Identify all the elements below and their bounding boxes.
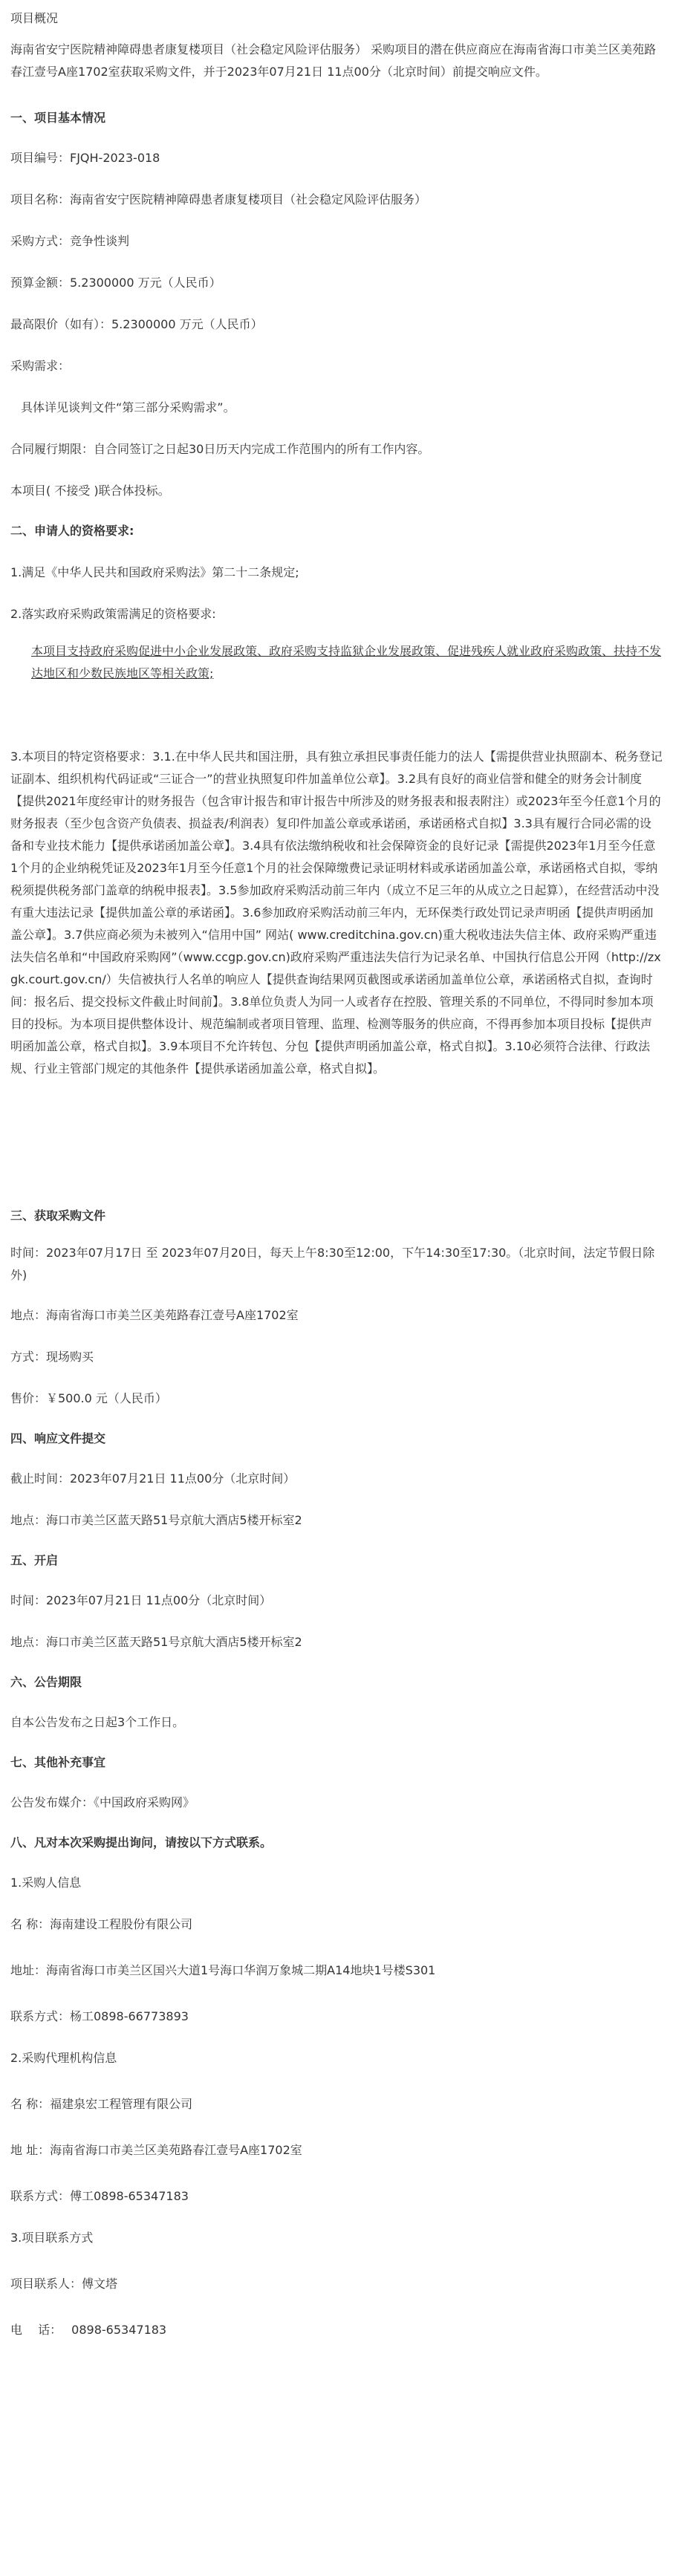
submission-deadline: 截止时间：2023年07月21日 11点00分（北京时间） [10,1471,296,1486]
section1-title: 一、项目基本情况 [10,111,106,125]
section2-title: 二、申请人的资格要求: [10,524,134,538]
budget-amount: 预算金额：5.2300000 万元（人民币） [10,276,221,290]
project-contact-phone: 电 话： 0898-65347183 [10,2323,167,2337]
qualification-item-1: 1.满足《中华人民共和国政府采购法》第二十二条规定; [10,565,299,579]
project-contact-label: 3.项目联系方式 [10,2231,94,2245]
agency-label: 2.采购代理机构信息 [10,2051,117,2065]
project-number: 项目编号：FJQH-2023-018 [10,151,160,165]
opening-place: 地点：海口市美兰区蓝天路51号京航大酒店5楼开标室2 [10,1635,302,1649]
agency-contact: 联系方式：傅工0898-65347183 [10,2189,189,2203]
section5-title: 五、开启 [10,1553,59,1567]
section7-title: 七、其他补充事宜 [10,1755,106,1769]
acquire-place: 地点：海南省海口市美兰区美苑路春江壹号A座1702室 [10,1308,299,1322]
agency-name: 名 称：福建泉宏工程管理有限公司 [10,2097,193,2111]
qualification-item-2: 2.落实政府采购政策需满足的资格要求: [10,607,216,621]
publish-media: 公告发布媒介：《中国政府采购网》 [10,1795,195,1809]
section4-title: 四、响应文件提交 [10,1431,106,1445]
procurement-method: 采购方式：竞争性谈判 [10,234,130,248]
project-contact-person: 项目联系人：傅文塔 [10,2277,118,2291]
project-name: 项目名称：海南省安宁医院精神障碍患者康复楼项目（社会稳定风险评估服务） [10,192,427,206]
max-price: 最高限价（如有）：5.2300000 万元（人民币） [10,317,263,331]
opening-time: 时间：2023年07月21日 11点00分（北京时间） [10,1593,272,1607]
purchaser-contact: 联系方式：杨工0898-66773893 [10,2009,189,2023]
section3-title: 三、获取采购文件 [10,1209,106,1223]
document-price: 售价：￥500.0 元（人民币） [10,1391,167,1405]
agency-address: 地 址：海南省海口市美兰区美苑路春江壹号A座1702室 [10,2143,302,2157]
section8-title: 八、凡对本次采购提出询问，请按以下方式联系。 [10,1835,273,1850]
overview-text: 海南省安宁医院精神障碍患者康复楼项目（社会稳定风险评估服务） 采购项目的潜在供应商应在海南省海口市美兰区美苑路春江壹号A座1702室获取采购文件，并于2023年07月21日 11点00分（北京时间）前提交响应文件。 [10,42,657,79]
demand-label: 采购需求： [10,359,71,373]
acquire-way: 方式：现场购买 [10,1350,94,1364]
contract-term: 合同履行期限：自合同签订之日起30日历天内完成工作范围内的所有工作内容。 [10,442,430,456]
acquire-time: 时间：2023年07月17日 至 2023年07月20日，每天上午8:30至12:00，下午14:30至17:30。（北京时间，法定节假日除外) [10,1246,655,1282]
demand-text: 具体详见谈判文件“第三部分采购需求”。 [21,400,235,414]
section6-title: 六、公告期限 [10,1675,82,1689]
purchaser-label: 1.采购人信息 [10,1876,82,1890]
announcement-period: 自本公告发布之日起3个工作日。 [10,1715,185,1729]
overview-label: 项目概况 [10,11,59,25]
policy-text: 本项目支持政府采购促进中小企业发展政策、政府采购支持监狱企业发展政策、促进残疾人就业政府采购政策、扶持不发达地区和少数民族地区等相关政策; [31,644,662,680]
purchaser-address: 地址：海南省海口市美兰区国兴大道1号海口华润万象城二期A14地块1号楼S301 [10,1963,436,1977]
submission-place: 地点：海口市美兰区蓝天路51号京航大酒店5楼开标室2 [10,1513,302,1527]
purchaser-name: 名 称：海南建设工程股份有限公司 [10,1917,193,1931]
qualification-item-3: 3.本项目的特定资格要求：3.1.在中华人民共和国注册，具有独立承担民事责任能力的法人【需提供营业执照副本、税务登记证副本、组织机构代码证或“三证合一”的营业执照复印件加盖单位公章】。3.2具有良好的商业信誉和健全的财务会计制度【提供2021年度经审计的财务报告（包含审计报告和审计报告中所涉及的财务报表和报表附注）或2023年至今任意1个月的财务报表（至少包含资产负债表、损益表/利润表）复印件加盖公章或承诺函，承诺函格式自拟】3.3具有履行合同必需的设备和专业技术能力【提供承诺函加盖公章】。3.4具有依法缴纳税收和社会保障资金的良好记录【需提供2023年1月至今任意1个月的企业纳税凭证及2023年1月至今任意1个月的社会保障缴费记录证明材料或承诺函加盖公章，承诺函格式自拟，零纳税须提供税务部门盖章的纳税申报表】。3.5参加政府采购活动前三年内（成立不足三年的从成立之日起算），在经营活动中没有重大违法记录【提供加盖公章的承诺函】。3.6参加政府采购活动前三年内，无环保类行政处罚记录声明函【提供声明函加盖公章】。3.7供应商必须为未被列入“信用中国” 网站( www.creditchina.gov.cn)重大税收违法失信主体、政府采购严重违法失信名单和“中国政府采购网”（www.ccgp.gov.cn)政府采购严重违法失信行为记录名单、中国执行信息公开网（http://zxgk.court.gov.cn/）失信被执行人名单的响应人【提供查询结果网页截图或承诺函加盖单位公章，承诺函格式自拟，查询时间：报名后、提交投标文件截止时间前】。3.8单位负责人为同一人或者存在控股、管理关系的不同单位，不得同时参加本项目的投标。为本项目提供整体设计、规范编制或者项目管理、监理、检测等服务的供应商，不得再参加本项目投标【提供声明函加盖公章，格式自拟】。3.9本项目不允许转包、分包【提供声明函加盖公章，格式自拟】。3.10必须符合法律、行政法规、行业主管部门规定的其他条件【提供承诺函加盖公章，格式自拟】。 [10,749,663,1076]
consortium-note: 本项目( 不接受 )联合体投标。 [10,484,170,498]
